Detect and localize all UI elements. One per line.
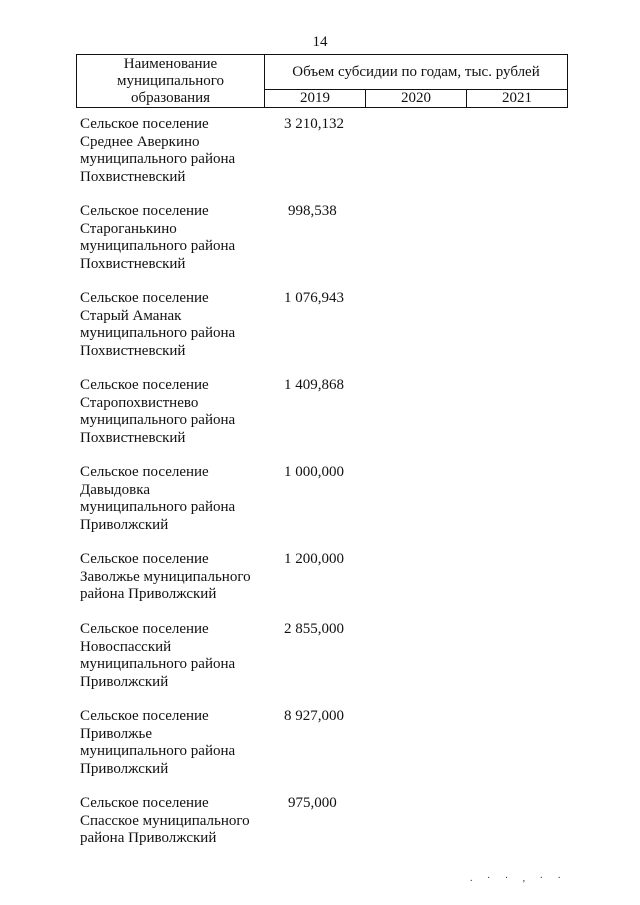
row-municipality-name: Сельское поселение Приволжье муниципального района Приволжский [80,708,236,777]
header-year-2020: 2020 [366,90,467,108]
row-value-2019: 998,538 [288,203,337,219]
header-year-2019: 2019 [265,90,366,108]
row-municipality-name: Сельское поселение Заволжье муниципального района Приволжский [80,551,251,603]
header-year-2021: 2021 [467,90,568,108]
row-municipality-name: Сельское поселение Староганькино муниципального района Похвистневский [80,203,236,272]
header-name-column: Наименование муниципального образования [77,55,265,108]
row-municipality-name: Сельское поселение Старый Аманак муниципального района Похвистневский [80,290,236,359]
row-municipality-name: Сельское поселение Давыдовка муниципального района Приволжский [80,464,236,533]
row-value-2019: 1 000,000 [284,464,344,480]
scan-specks: . · · , · · [470,873,567,884]
row-municipality-name: Сельское поселение Среднее Аверкино муниципального района Похвистневский [80,116,236,185]
row-value-2019: 3 210,132 [284,116,344,132]
row-municipality-name: Сельское поселение Старопохвистнево муниципального района Похвистневский [80,377,236,446]
row-value-2019: 2 855,000 [284,621,344,637]
row-value-2019: 1 200,000 [284,551,344,567]
row-value-2019: 975,000 [288,795,337,811]
page-number: 14 [312,34,328,50]
row-municipality-name: Сельское поселение Новоспасский муниципального района Приволжский [80,621,236,690]
table-header [76,54,568,108]
row-value-2019: 1 409,868 [284,377,344,393]
row-value-2019: 8 927,000 [284,708,344,724]
row-municipality-name: Сельское поселение Спасское муниципального района Приволжский [80,795,250,847]
header-volume-column: Объем субсидии по годам, тыс. рублей [265,55,568,90]
row-value-2019: 1 076,943 [284,290,344,306]
